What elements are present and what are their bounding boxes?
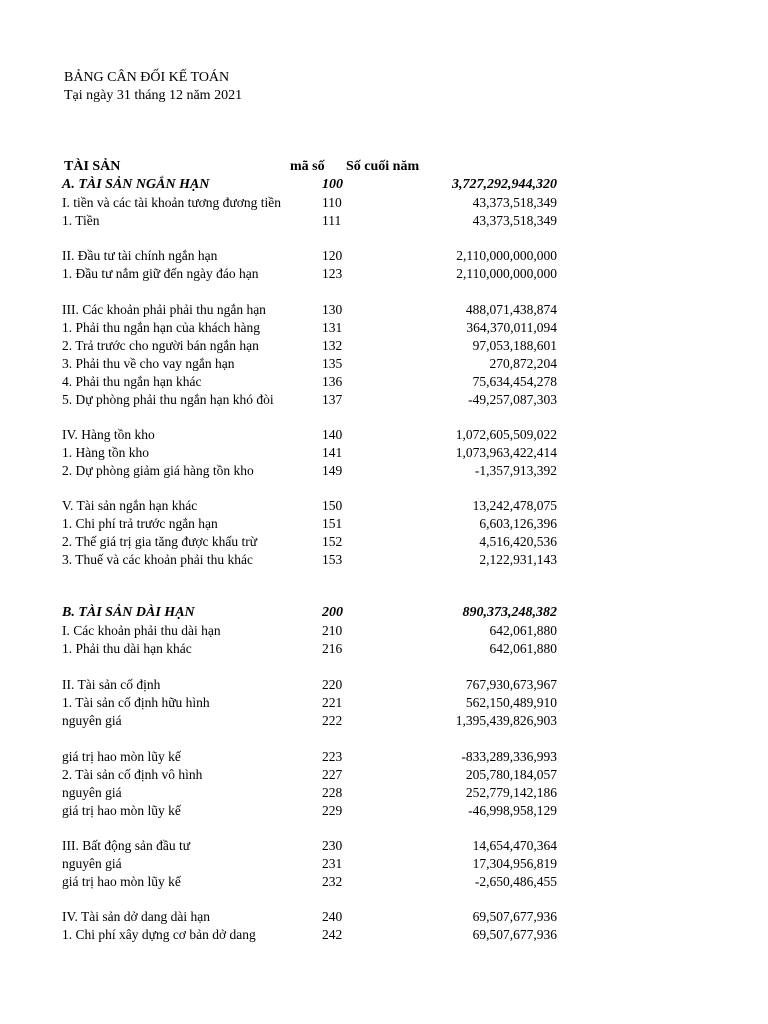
row-code: 140: [322, 427, 343, 442]
table-row: [0, 784, 768, 802]
row-label: 2. Trả trước cho người bán ngắn hạn: [62, 338, 259, 353]
row-value: 43,373,518,349: [472, 213, 557, 228]
row-code: 153: [322, 552, 343, 567]
row-value: 6,603,126,396: [479, 516, 557, 531]
table-row: [0, 194, 768, 212]
row-value: 642,061,880: [489, 641, 557, 656]
row-label: I. tiền và các tài khoản tương đương tiền: [62, 195, 281, 210]
row-code: 141: [322, 445, 343, 460]
row-label: V. Tài sản ngắn hạn khác: [62, 498, 198, 513]
row-label: 1. Chi phí trả trước ngắn hạn: [62, 516, 218, 531]
row-label: 2. Dự phòng giảm giá hàng tồn kho: [62, 463, 254, 478]
table-row: [0, 837, 768, 855]
row-label: giá trị hao mòn lũy kế: [62, 803, 181, 818]
table-row: [0, 622, 768, 640]
row-value: 69,507,677,936: [472, 909, 557, 924]
column-header-code: mã số: [290, 159, 325, 174]
table-row: [0, 515, 768, 533]
section-row: [0, 604, 768, 622]
table-row: [0, 462, 768, 480]
row-value: 364,370,011,094: [466, 320, 557, 335]
row-value: 4,516,420,536: [479, 534, 557, 549]
row-value: -49,257,087,303: [468, 392, 557, 407]
row-code: 132: [322, 338, 343, 353]
row-value: 2,110,000,000,000: [456, 248, 557, 263]
row-label: II. Tài sản cố định: [62, 677, 161, 692]
row-value: 1,395,439,826,903: [455, 713, 557, 728]
row-code: 223: [322, 749, 343, 764]
row-label: A. TÀI SẢN NGẮN HẠN: [62, 177, 210, 192]
row-label: I. Các khoản phải thu dài hạn: [62, 623, 221, 638]
table-row: [0, 676, 768, 694]
table-row: [0, 640, 768, 658]
table-row: [0, 444, 768, 462]
row-label: 5. Dự phòng phải thu ngắn hạn khó đòi: [62, 392, 274, 407]
row-code: 151: [322, 516, 343, 531]
row-label: B. TÀI SẢN DÀI HẠN: [62, 605, 195, 620]
row-code: 120: [322, 248, 343, 263]
row-value: 69,507,677,936: [472, 927, 557, 942]
row-code: 232: [322, 874, 343, 889]
table-row: [0, 247, 768, 265]
row-value: 13,242,478,075: [472, 498, 557, 513]
row-code: 137: [322, 392, 343, 407]
row-value: 1,072,605,509,022: [455, 427, 557, 442]
row-label: 1. Phải thu ngắn hạn của khách hàng: [62, 320, 260, 335]
row-value: 14,654,470,364: [472, 838, 557, 853]
row-code: 135: [322, 356, 343, 371]
row-label: 4. Phải thu ngắn hạn khác: [62, 374, 202, 389]
table-row: [0, 802, 768, 820]
row-value: 2,122,931,143: [479, 552, 557, 567]
row-value: 767,930,673,967: [465, 677, 557, 692]
document-date: Tại ngày 31 tháng 12 năm 2021: [64, 88, 243, 103]
row-code: 221: [322, 695, 343, 710]
table-row: [0, 712, 768, 730]
row-label: 2. Thế giá trị gia tăng được khấu trừ: [62, 534, 258, 549]
row-value: 642,061,880: [489, 623, 557, 638]
table-row: [0, 265, 768, 283]
row-label: III. Bất động sản đầu tư: [62, 838, 191, 853]
row-label: IV. Tài sản dở dang dài hạn: [62, 909, 210, 924]
row-label: 3. Thuế và các khoản phải thu khác: [62, 552, 253, 567]
row-value: 488,071,438,874: [465, 302, 557, 317]
row-value: 43,373,518,349: [472, 195, 557, 210]
row-value: -2,650,486,455: [474, 874, 557, 889]
table-row: [0, 497, 768, 515]
row-label: giá trị hao mòn lũy kế: [62, 749, 181, 764]
row-label: 1. Hàng tồn kho: [62, 445, 149, 460]
row-code: 222: [322, 713, 343, 728]
table-row: [0, 873, 768, 891]
row-code: 100: [322, 177, 343, 192]
document-title: BẢNG CÂN ĐỐI KẾ TOÁN: [64, 70, 230, 85]
table-row: [0, 319, 768, 337]
table-row: [0, 391, 768, 409]
table-row: [0, 533, 768, 551]
row-code: 230: [322, 838, 343, 853]
row-code: 149: [322, 463, 343, 478]
row-code: 136: [322, 374, 343, 389]
row-label: 1. Phải thu dài hạn khác: [62, 641, 192, 656]
row-code: 240: [322, 909, 343, 924]
row-value: 205,780,184,057: [465, 767, 557, 782]
row-value: 3,727,292,944,320: [452, 177, 557, 192]
row-code: 210: [322, 623, 343, 638]
row-label: 1. Tài sản cố định hữu hình: [62, 695, 210, 710]
row-label: nguyên giá: [62, 713, 122, 728]
row-value: -46,998,958,129: [468, 803, 557, 818]
row-value: 1,073,963,422,414: [455, 445, 557, 460]
table-row: [0, 926, 768, 944]
table-row: [0, 212, 768, 230]
row-code: 200: [322, 605, 343, 620]
table-row: [0, 766, 768, 784]
row-value: 97,053,188,601: [472, 338, 557, 353]
row-label: nguyên giá: [62, 856, 122, 871]
row-value: 890,373,248,382: [462, 605, 557, 620]
table-row: [0, 551, 768, 569]
row-code: 242: [322, 927, 343, 942]
row-code: 150: [322, 498, 343, 513]
table-row: [0, 373, 768, 391]
row-label: 1. Chi phí xây dựng cơ bản dở dang: [62, 927, 256, 942]
row-value: -1,357,913,392: [474, 463, 557, 478]
row-code: 228: [322, 785, 343, 800]
row-code: 227: [322, 767, 343, 782]
row-label: nguyên giá: [62, 785, 122, 800]
table-row: [0, 337, 768, 355]
row-label: 1. Tiền: [62, 213, 100, 228]
column-header-year-end: Số cuối năm: [346, 159, 420, 174]
table-row: [0, 908, 768, 926]
row-code: 111: [322, 213, 342, 228]
column-header-assets: TÀI SẢN: [64, 159, 121, 174]
table-row: [0, 694, 768, 712]
table-row: [0, 855, 768, 873]
table-row: [0, 748, 768, 766]
row-label: II. Đầu tư tài chính ngắn hạn: [62, 248, 218, 263]
row-label: 1. Đầu tư nắm giữ đến ngày đáo hạn: [62, 266, 259, 281]
row-code: 229: [322, 803, 343, 818]
row-label: 2. Tài sản cố định vô hình: [62, 767, 203, 782]
row-value: 17,304,956,819: [472, 856, 557, 871]
table-row: [0, 301, 768, 319]
table-row: [0, 355, 768, 373]
section-row: [0, 176, 768, 194]
row-label: III. Các khoản phải phải thu ngắn hạn: [62, 302, 266, 317]
row-code: 130: [322, 302, 343, 317]
row-value: -833,289,336,993: [461, 749, 557, 764]
row-label: giá trị hao mòn lũy kế: [62, 874, 181, 889]
row-label: IV. Hàng tồn kho: [62, 427, 155, 442]
row-value: 562,150,489,910: [465, 695, 557, 710]
row-value: 252,779,142,186: [465, 785, 557, 800]
row-code: 110: [322, 195, 342, 210]
row-code: 216: [322, 641, 343, 656]
table-row: [0, 426, 768, 444]
row-value: 270,872,204: [489, 356, 557, 371]
row-code: 123: [322, 266, 343, 281]
row-code: 220: [322, 677, 343, 692]
row-label: 3. Phải thu về cho vay ngắn hạn: [62, 356, 235, 371]
row-value: 75,634,454,278: [472, 374, 557, 389]
row-code: 152: [322, 534, 343, 549]
row-code: 231: [322, 856, 343, 871]
row-code: 131: [322, 320, 343, 335]
row-value: 2,110,000,000,000: [456, 266, 557, 281]
